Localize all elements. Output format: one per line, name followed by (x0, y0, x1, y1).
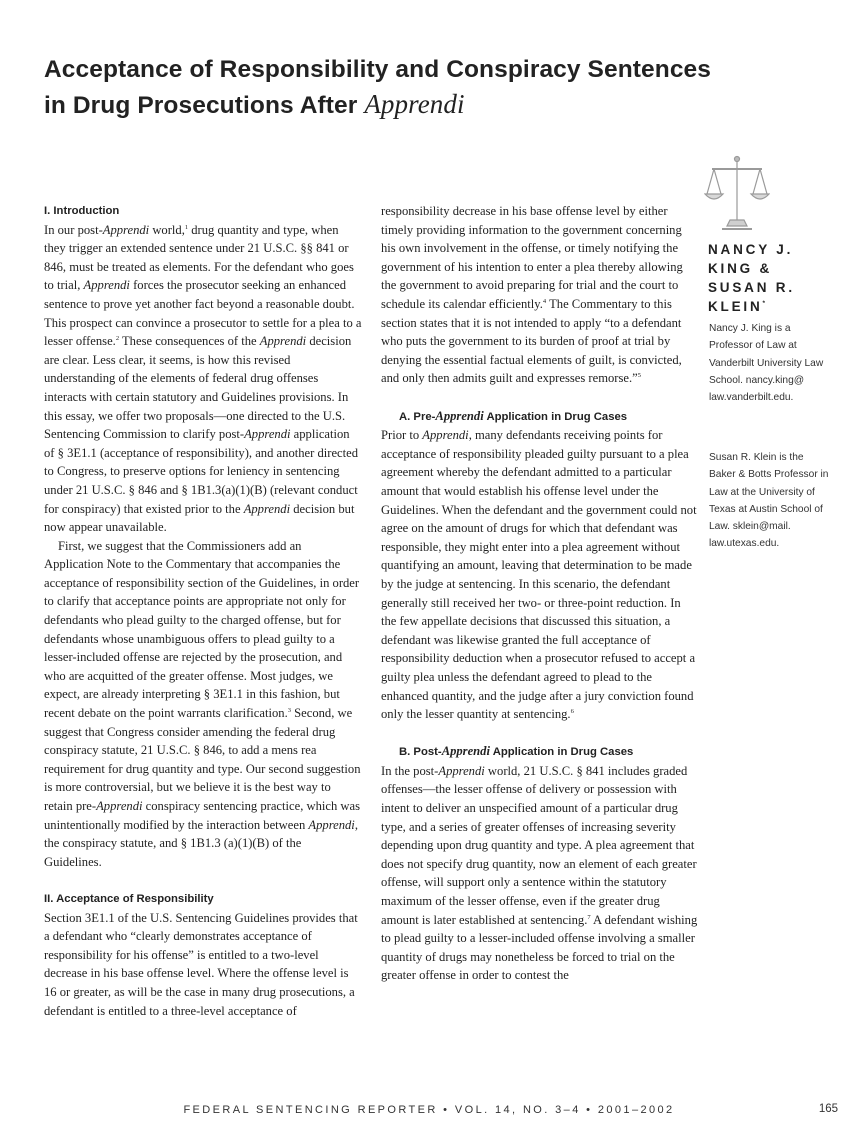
acceptance-paragraph-continued: responsibility decrease in his base offense level by either timely providing information to the government concerning his own involvement in the offense, or timely notifying the government of his intention to enter a plea thereby allowing the government to avoid preparing for trial and the court to schedule its calendar efficiently.$^4$ The Commentary to this section states that it is not intended to apply “to a defendant who puts the government to its burden of proof at trial by denying the essential factual elements of guilt, is convicted, and only then admits guilt and expresses remorse.”$^5$ (381, 203, 683, 386)
intro-paragraph-2: First, we suggest that the Commissioners add an Application Note to the Commentary that accompanies the acceptance of responsibility section of the Guidelines, in order to clarify that acceptance points are appropriate not only for defendants who plead guilty to the charged offense, but for defendants whose unambiguous offers to plead guilty to a lesser-included offense are rejected by the prosecution, and who are acquitted of the greater offense. Most judges, we expect, are already interpreting § 3E1.1 in this fashion, but recent debate on the point warrants clarification.$^3$ Second, we suggest that Congress consider amending the federal drug conspiracy statute, 21 U.S.C. § 846, to add a mens rea requirement for drug quantity and type. Our second suggestion is more controversial, but we believe it is the best way to retain pre-Apprendi conspiracy sentencing practice, which was unintentionally modified by the interaction between Apprendi, the conspiracy statute, and § 1B1.3 (a)(1)(B) of the Guidelines. (44, 538, 361, 869)
author-bio-king: Nancy J. King is a Professor of Law at Vanderbilt University Law School. nancy.king@ law.vanderbilt.edu. (709, 323, 824, 404)
acceptance-clip-right (381, 202, 699, 388)
acceptance-clip-left (44, 909, 362, 1021)
column-right (381, 202, 699, 985)
acceptance-paragraph: Section 3E1.1 of the U.S. Sentencing Guidelines provides that a defendant who “clearly demonstrates acceptance of responsibility for his offense” is entitled to a two-level decrease in his base offense level. Where the offense level is 16 or greater, as will be the case in many drug prosecutions, a defendant is entitled to a three-level acceptance of (44, 910, 358, 1018)
scales-of-justice-icon (704, 154, 770, 232)
title-line-1: Acceptance of Responsibility and Conspiracy Sentences (44, 56, 711, 83)
journal-footer: FEDERAL SENTENCING REPORTER • VOL. 14, NO. 3–4 • 2001–2002 (183, 1104, 675, 1116)
article-title (44, 52, 744, 123)
post-apprendi-paragraph: In the post-Apprendi world, 21 U.S.C. § 841 includes graded offenses—the lesser offense of delivery or possession with intent to deliver an unspecified amount of a particular drug type, and a series of greater offenses of increasing severity depending upon drug quantity and type. A plea agreement that does not specify drug quantity, now an element of each greater offense, will support only a sentence within the statutory maximum of the lesser offense, even if the greater drug amount is later established at sentencing.$^7$ A defendant wishing to plead guilty to a lesser-included offense involving a smaller quantity of drugs may nonetheless be forced to trial on the greater offense in order to contest the (381, 763, 698, 983)
section-heading-acceptance: II. Acceptance of Responsibility (44, 892, 214, 905)
author-footnote-marker: * (762, 300, 766, 307)
title-italic: Apprendi (364, 89, 465, 119)
title-line-2: in Drug Prosecutions After Apprendi (44, 89, 465, 119)
author-bio-klein: Susan R. Klein is the Baker & Botts Professor in Law at the University of Texas at Austin School of Law. sklein@mail. law.utexas.edu. (709, 452, 829, 550)
footnote-marker: 6 (570, 708, 574, 716)
footnote-marker: 5 (637, 372, 641, 380)
pre-apprendi-paragraph: Prior to Apprendi, many defendants receiving points for acceptance of responsibility pleaded guilty pursuant to a plea agreement whereby the defendant admitted to a particular amount that would establish his offense level under the Guidelines. When the defendant and the government could not agree on the amount of drugs for which that defendant was responsible, they might enter into a plea agreement without quantifying an amount, leaving that determination to be made by the judge at sentencing. In this scenario, the defendant generally still received her two- or three-point reduction. In the few appellate decisions that discussed this situation, a defendant was likewise granted the full acceptance of responsibility deduction when a prosecutor refused to accept a guilty plea unless the defendant agreed to plead to the enhanced quantity, and the judge after a jury conviction found only the lesser quantity at sentencing.$^6$ (381, 428, 697, 722)
intro-paragraph-1: In our post-Apprendi world,$^1$ drug quantity and type, when they trigger an extended sentence under 21 U.S.C. §§ 841 or 846, must be treated as elements. For the defendant who goes to trial, Apprendi forces the prosecutor seeking an enhanced sentence to prove yet another fact beyond a reasonable doubt. This prospect can convince a prosecutor to settle for a plea to a lesser offense.$^2$ These consequences of the Apprendi decision are clear. Less clear, it seems, is how this revised understanding of the elements of federal drug offenses interacts with certain statutory and Guidelines provisions. In this essay, we offer two proposals—one directed to the U.S. Sentencing Commission to clarify post-Apprendi application of § 3E1.1 (acceptance of responsibility), and another directed to Congress, to preserve options for leniency in sentencing under 21 U.S.C. § 846 and § 1B1.3(a)(1)(B) (relevant conduct for conspiracy) that existed prior to the Apprendi decision but now appear unavailable. (44, 222, 362, 535)
column-left (44, 202, 362, 1020)
footnote-marker: 7 (587, 913, 591, 921)
subsection-heading-post-apprendi: B. Post-Apprendi Application in Drug Cases (399, 744, 634, 759)
footnote-marker: 2 (115, 335, 120, 343)
footnote-marker: 1 (184, 223, 189, 231)
author-names: NANCY J. KING & SUSAN R. KLEIN* (708, 242, 795, 314)
subsection-heading-pre-apprendi: A. Pre-Apprendi Application in Drug Cases (399, 408, 628, 423)
footnote-marker: 3 (287, 707, 291, 715)
section-heading-introduction: I. Introduction (44, 205, 120, 217)
page-number: 165 (818, 1103, 838, 1115)
footnote-marker: 4 (542, 297, 547, 305)
